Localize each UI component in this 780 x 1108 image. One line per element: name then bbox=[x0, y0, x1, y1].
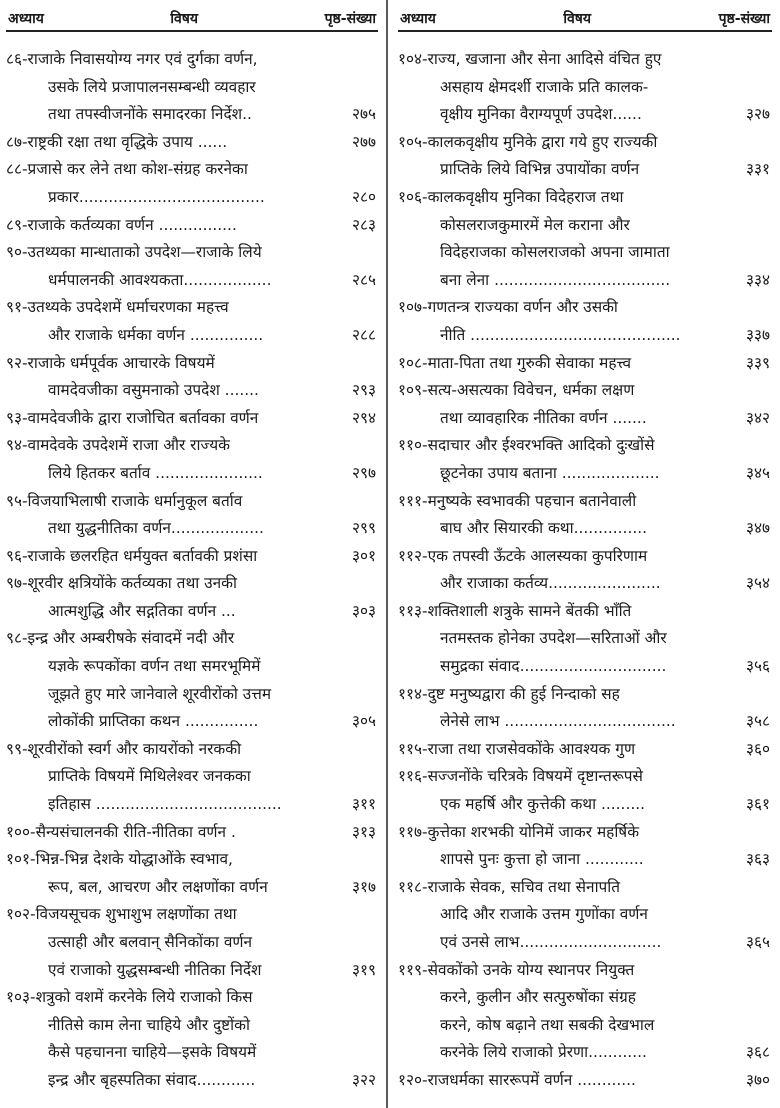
toc-entry-page-number: ३०३ bbox=[351, 601, 376, 620]
toc-entry-title bbox=[6, 984, 328, 1094]
toc-entry-line-first: ११०-सदाचार और ईश्वरभक्ति आदिको दुःखोंसे bbox=[398, 436, 655, 455]
toc-entry-title bbox=[6, 625, 328, 735]
toc-entry-line-first: ९७-शूरवीर क्षत्रियोंके कर्तव्यका तथा उनकी bbox=[6, 574, 237, 593]
toc-entry-line-first: ८७-राष्ट्रकी रक्षा तथा वृद्धिके उपाय ...... bbox=[6, 132, 228, 151]
toc-entry-line-first: १०२-विजयसूचक शुभाशुभ लक्षणोंका तथा bbox=[6, 905, 237, 924]
toc-entry-title bbox=[398, 681, 722, 736]
toc-entry-line-continued: रूप, बल, आचरण और लक्षणोंका वर्णन bbox=[48, 877, 268, 896]
toc-entry bbox=[398, 543, 772, 598]
toc-entry bbox=[398, 681, 772, 736]
toc-entry-line-continued: उसके लिये प्रजापालनसम्बन्धी व्यवहार bbox=[48, 77, 256, 96]
toc-entry-line-first: ९८-इन्द्र और अम्बरीषके संवादमें नदी और bbox=[6, 629, 235, 648]
toc-entry-page-number: २८८ bbox=[351, 325, 376, 344]
toc-entry bbox=[398, 488, 772, 543]
toc-entry-line-first: ८९-राजाके कर्तव्यका वर्णन ................ bbox=[6, 215, 237, 234]
toc-entry-line-continued: तथा तपस्वीजनोंके समादरका निर्देश.. bbox=[48, 105, 252, 124]
toc-entry bbox=[6, 846, 378, 901]
toc-entry-title bbox=[398, 184, 722, 294]
toc-entry-page-number: ३६८ bbox=[745, 1043, 770, 1062]
toc-entry-page-number: ३७० bbox=[745, 1070, 770, 1089]
toc-entry-line-continued: धर्मपालनकी आवश्यकता.................. bbox=[48, 270, 272, 289]
toc-entry-line-first: ११४-दुष्ट मनुष्यद्वारा की हुई निन्दाको सह bbox=[398, 684, 620, 703]
toc-entry-line-first: १११-मनुष्यके स्वभावकी पहचान बतानेवाली bbox=[398, 491, 637, 510]
toc-entry-line-continued: करने, कुलीन और सत्पुरुषोंका संग्रह bbox=[440, 988, 636, 1007]
toc-entry-line-first: १०७-गणतन्त्र राज्यका वर्णन और उसकी bbox=[398, 298, 618, 317]
toc-entry-line-first: ९०-उतथ्यका मान्धाताको उपदेश—राजाके लिये bbox=[6, 243, 262, 262]
toc-entry-line-continued: वामदेवजीका वसुमनाको उपदेश ....... bbox=[48, 381, 259, 400]
toc-entry bbox=[398, 432, 772, 487]
toc-entry-line-continued: एवं उनसे लाभ............................. bbox=[440, 933, 662, 951]
toc-entry-line-continued: आदि और राजाके उत्तम गुणोंका वर्णन bbox=[440, 905, 648, 924]
toc-entry bbox=[6, 350, 378, 405]
toc-entry-line-first: १२०-राजधर्मका साररूपमें वर्णन ............ bbox=[398, 1070, 636, 1089]
toc-entry-line-first: १०४-राज्य, खजाना और सेना आदिसे वंचित हुए bbox=[398, 50, 662, 68]
toc-entry bbox=[6, 212, 378, 240]
toc-entry-page-number: ३६३ bbox=[745, 850, 770, 869]
toc-entry-line-continued: बाघ और सियारकी कथा............... bbox=[440, 519, 648, 538]
toc-entry-line-first: १०५-कालकवृक्षीय मुनिके द्वारा गये हुए राज्यकी bbox=[398, 132, 658, 151]
toc-entry-page-number: ३०१ bbox=[351, 546, 376, 565]
toc-entry-line-first: ११८-राजाके सेवक, सचिव तथा सेनापति bbox=[398, 877, 621, 896]
toc-entry bbox=[398, 129, 772, 184]
toc-entry-line-continued: करने, कोष बढ़ाने तथा सबकी देखभाल bbox=[440, 1015, 655, 1034]
toc-entry-title bbox=[398, 294, 722, 349]
toc-entry-title bbox=[6, 901, 328, 984]
chapter-heading: अध्याय bbox=[400, 11, 436, 27]
toc-entry-page-number: २९३ bbox=[351, 381, 376, 400]
toc-entry-line-first: १००-सैन्यसंचालनकी रीति-नीतिका वर्णन . bbox=[6, 822, 236, 841]
toc-entry bbox=[398, 763, 772, 818]
toc-entry-page-number: ३६१ bbox=[745, 795, 770, 814]
toc-entry-page-number: २८५ bbox=[351, 270, 376, 289]
toc-entry bbox=[398, 874, 772, 957]
toc-entry-line-first: ८६-राजाके निवासयोग्य नगर एवं दुर्गका वर्णन, bbox=[6, 50, 258, 68]
toc-entry-line-first: ८८-प्रजासे कर लेने तथा कोश-संग्रह करनेका bbox=[6, 160, 248, 179]
toc-entry-line-continued: प्राप्तिके विषयमें मिथिलेश्वर जनकका bbox=[48, 767, 251, 786]
toc-entries-right bbox=[398, 46, 772, 1095]
toc-entry bbox=[6, 432, 378, 487]
toc-entry-line-first: १०८-माता-पिता तथा गुरुकी सेवाका महत्त्व bbox=[398, 353, 632, 372]
toc-entry-title bbox=[6, 46, 328, 129]
toc-entry-page-number: ३११ bbox=[351, 795, 376, 814]
toc-entry-page-number: ३३७ bbox=[745, 325, 770, 344]
toc-entry bbox=[6, 405, 378, 433]
toc-entry-line-continued: बना लेना .................................... bbox=[440, 270, 671, 289]
toc-entry-title bbox=[6, 405, 328, 433]
toc-entry-title bbox=[398, 874, 722, 957]
toc-entry-title bbox=[6, 736, 328, 819]
toc-entry-title bbox=[398, 432, 722, 487]
toc-entry-title bbox=[398, 129, 722, 184]
toc-entry-line-continued: तथा व्यावहारिक नीतिका वर्णन ....... bbox=[440, 408, 647, 427]
toc-entry-line-continued: इतिहास ...................................... bbox=[48, 795, 282, 814]
toc-entry-page-number: ३२७ bbox=[745, 105, 770, 124]
toc-entry bbox=[6, 294, 378, 349]
toc-entry-line-continued: और राजाका कर्तव्य....................... bbox=[440, 574, 661, 593]
toc-entry-title bbox=[398, 46, 722, 129]
toc-entry-line-first: १०६-कालकवृक्षीय मुनिका विदेहराज तथा bbox=[398, 187, 624, 206]
toc-entry-line-continued: समुद्रका संवाद.............................. bbox=[440, 657, 667, 676]
toc-entry-line-first: ११३-शक्तिशाली शत्रुके सामने बेंतकी भाँति bbox=[398, 601, 632, 620]
toc-entry-title bbox=[398, 763, 722, 818]
toc-entry-line-continued: लोकोंकी प्राप्तिका कथन ............... bbox=[48, 712, 259, 731]
subject-heading: विषय bbox=[170, 11, 199, 27]
toc-entry-title bbox=[398, 377, 722, 432]
toc-entry-line-first: ११७-कुत्तेका शरभकी योनिमें जाकर महर्षिके bbox=[398, 822, 640, 841]
toc-entry-line-continued: नतमस्तक होनेका उपदेश—सरिताओं और bbox=[440, 629, 667, 648]
toc-entry-page-number: २८० bbox=[351, 187, 376, 206]
toc-entries-left bbox=[6, 46, 378, 1095]
toc-entry-page-number: ३६५ bbox=[745, 933, 770, 951]
toc-entry-line-first: १०३-शत्रुको वशमें करनेके लिये राजाको किस bbox=[6, 988, 253, 1007]
toc-entry-page-number: ३१७ bbox=[351, 877, 376, 896]
toc-column-right bbox=[388, 0, 780, 1108]
toc-entry-title bbox=[6, 432, 328, 487]
toc-entry-page-number: ३३४ bbox=[745, 270, 770, 289]
toc-entry-page-number: ३५६ bbox=[745, 657, 770, 676]
toc-entry-line-first: ९४-वामदेवके उपदेशमें राजा और राज्यके bbox=[6, 436, 231, 455]
toc-entry bbox=[6, 819, 378, 847]
toc-entry-title bbox=[398, 736, 722, 764]
toc-entry-line-continued: कैसे पहचानना चाहिये—इसके विषयमें bbox=[48, 1043, 257, 1062]
toc-entry-title bbox=[398, 350, 722, 378]
toc-entry-title bbox=[6, 488, 328, 543]
toc-entry-title bbox=[6, 350, 328, 405]
chapter-heading: अध्याय bbox=[8, 11, 44, 27]
toc-entry bbox=[398, 294, 772, 349]
toc-entry-title bbox=[6, 129, 328, 157]
toc-entry-line-first: ११५-राजा तथा राजसेवकोंके आवश्यक गुण bbox=[398, 739, 636, 758]
toc-entry-line-first: ११६-सज्जनोंके चरित्रके विषयमें दृष्टान्तरूपसे bbox=[398, 767, 643, 786]
toc-entry bbox=[6, 570, 378, 625]
toc-entry-page-number: २९४ bbox=[351, 408, 376, 427]
toc-entry-title bbox=[6, 570, 328, 625]
toc-entry-line-continued: करनेके लिये राजाको प्रेरणा............ bbox=[440, 1043, 647, 1062]
toc-entry-page-number: ३५८ bbox=[745, 712, 770, 731]
toc-entry-line-first: ११२-एक तपस्वी ऊँटके आलस्यका कुपरिणाम bbox=[398, 546, 648, 565]
toc-entry bbox=[6, 901, 378, 984]
toc-entry-title bbox=[6, 239, 328, 294]
toc-entry-page-number: ३४७ bbox=[745, 519, 770, 538]
subject-heading: विषय bbox=[563, 11, 592, 27]
toc-entry-line-continued: इन्द्र और बृहस्पतिका संवाद............ bbox=[48, 1070, 256, 1089]
toc-entry-line-continued: विदेहराजका कोसलराजको अपना जामाता bbox=[440, 243, 670, 262]
toc-entry-page-number: ३२२ bbox=[351, 1070, 376, 1089]
toc-entry-line-continued: असहाय क्षेमदर्शी राजाके प्रति कालक- bbox=[440, 77, 649, 96]
toc-entry-page-number: ३३९ bbox=[745, 353, 770, 372]
toc-entry-title bbox=[6, 846, 328, 901]
toc-entry-line-continued: तथा युद्धनीतिका वर्णन................... bbox=[48, 519, 264, 538]
toc-entry bbox=[6, 543, 378, 571]
toc-entry bbox=[398, 377, 772, 432]
toc-entry-title bbox=[398, 957, 722, 1067]
toc-entry bbox=[6, 156, 378, 211]
toc-entry-page-number: ३०५ bbox=[351, 712, 376, 731]
toc-entry-line-continued: प्रकार...................................... bbox=[48, 187, 265, 206]
toc-entry-title bbox=[398, 543, 722, 598]
toc-entry bbox=[398, 184, 772, 294]
toc-entry-line-first: ९३-वामदेवजीके द्वारा राजोचित बर्तावका वर्णन bbox=[6, 408, 259, 427]
toc-entry bbox=[398, 957, 772, 1067]
toc-entry-line-first: ९२-राजाके धर्मपूर्वक आचारके विषयमें bbox=[6, 353, 215, 372]
toc-entry-line-continued: छूटनेका उपाय बताना .................... bbox=[440, 463, 660, 482]
toc-entry-title bbox=[6, 819, 328, 847]
column-header bbox=[398, 2, 772, 32]
toc-entry-page-number: २८३ bbox=[351, 215, 376, 234]
toc-entry-line-first: १०१-भिन्न-भिन्न देशके योद्धाओंके स्वभाव, bbox=[6, 850, 233, 869]
toc-entry-page-number: २७५ bbox=[351, 105, 376, 124]
toc-entry-line-continued: जूझते हुए मारे जानेवाले शूरवीरोंको उत्तम bbox=[48, 684, 272, 703]
toc-entry bbox=[6, 984, 378, 1094]
toc-entry-line-continued: नीतिसे काम लेना चाहिये और दुष्टोंको bbox=[48, 1015, 250, 1034]
toc-entry-page-number: २९७ bbox=[351, 463, 376, 482]
column-header bbox=[6, 2, 378, 32]
toc-entry bbox=[6, 488, 378, 543]
toc-entry-line-continued: उत्साही और बलवान् सैनिकोंका वर्णन bbox=[48, 933, 253, 951]
toc-entry-page-number: ३३१ bbox=[745, 160, 770, 179]
toc-entry-page-number: ३४५ bbox=[745, 463, 770, 482]
toc-entry-line-first: ९९-शूरवीरोंको स्वर्ग और कायरोंको नरककी bbox=[6, 739, 242, 758]
toc-entry-line-first: ९६-राजाके छलरहित धर्मयुक्त बर्तावकी प्रशंसा bbox=[6, 546, 258, 565]
toc-entry-title bbox=[398, 598, 722, 681]
toc-entry-line-first: ९५-विजयाभिलाषी राजाके धर्मानुकूल बर्ताव bbox=[6, 491, 243, 510]
page-number-heading: पृष्ठ-संख्या bbox=[718, 11, 770, 27]
toc-entry-page-number: २७७ bbox=[351, 132, 376, 151]
toc-entry-page-number: ३६० bbox=[745, 739, 770, 758]
toc-entry-line-first: ९१-उतथ्यके उपदेशमें धर्माचरणका महत्त्व bbox=[6, 298, 229, 317]
toc-entry-line-continued: वृक्षीय मुनिका वैराग्यपूर्ण उपदेश...... bbox=[440, 105, 642, 124]
toc-entry-line-continued: लिये हितकर बर्ताव ...................... bbox=[48, 463, 263, 482]
toc-entry-title bbox=[6, 212, 328, 240]
toc-column-left bbox=[0, 0, 388, 1108]
toc-entry-line-continued: एवं राजाको युद्धसम्बन्धी नीतिका निर्देश bbox=[48, 960, 262, 979]
toc-entry-title bbox=[6, 543, 328, 571]
toc-entry-line-continued: शापसे पुनः कुत्ता हो जाना ............ bbox=[440, 850, 644, 869]
toc-entry-line-continued: नीति ........................................... bbox=[440, 325, 681, 344]
toc-entry-line-continued: कोसलराजकुमारमें मेल कराना और bbox=[440, 215, 630, 234]
page-number-heading: पृष्ठ-संख्या bbox=[324, 11, 376, 27]
toc-entry bbox=[398, 1067, 772, 1095]
toc-entry-page-number: ३१९ bbox=[351, 960, 376, 979]
toc-entry bbox=[6, 239, 378, 294]
toc-entry-title bbox=[6, 294, 328, 349]
toc-entry bbox=[6, 46, 378, 129]
toc-entry-line-continued: प्राप्तिके लिये विभिन्न उपायोंका वर्णन bbox=[440, 160, 640, 179]
toc-entry bbox=[398, 46, 772, 129]
toc-entry bbox=[398, 736, 772, 764]
toc-entry-line-first: १०९-सत्य-असत्यका विवेचन, धर्मका लक्षण bbox=[398, 381, 635, 400]
toc-entry-title bbox=[398, 1067, 722, 1095]
toc-entry-page-number: ३१३ bbox=[351, 822, 376, 841]
toc-entry-line-first: ११९-सेवकोंको उनके योग्य स्थानपर नियुक्त bbox=[398, 960, 635, 979]
toc-entry-line-continued: लेनेसे लाभ ................................... bbox=[440, 712, 676, 731]
toc-entry bbox=[6, 129, 378, 157]
toc-entry bbox=[398, 350, 772, 378]
toc-entry-title bbox=[6, 156, 328, 211]
toc-entry bbox=[6, 736, 378, 819]
toc-entry-line-continued: यज्ञके रूपकोंका वर्णन तथा समरभूमिमें bbox=[48, 657, 261, 676]
toc-entry-line-continued: एक महर्षि और कुत्तेकी कथा ......... bbox=[440, 795, 646, 814]
toc-entry-page-number: ३४२ bbox=[745, 408, 770, 427]
toc-entry bbox=[398, 598, 772, 681]
toc-entry bbox=[6, 625, 378, 735]
toc-entry-line-continued: आत्मशुद्धि और सद्गतिका वर्णन ... bbox=[48, 601, 236, 620]
toc-entry-title bbox=[398, 819, 722, 874]
toc-entry bbox=[398, 819, 772, 874]
toc-entry-page-number: २९९ bbox=[351, 519, 376, 538]
toc-entry-line-continued: और राजाके धर्मका वर्णन ............... bbox=[48, 325, 264, 344]
toc-entry-title bbox=[398, 488, 722, 543]
toc-entry-page-number: ३५४ bbox=[745, 574, 770, 593]
